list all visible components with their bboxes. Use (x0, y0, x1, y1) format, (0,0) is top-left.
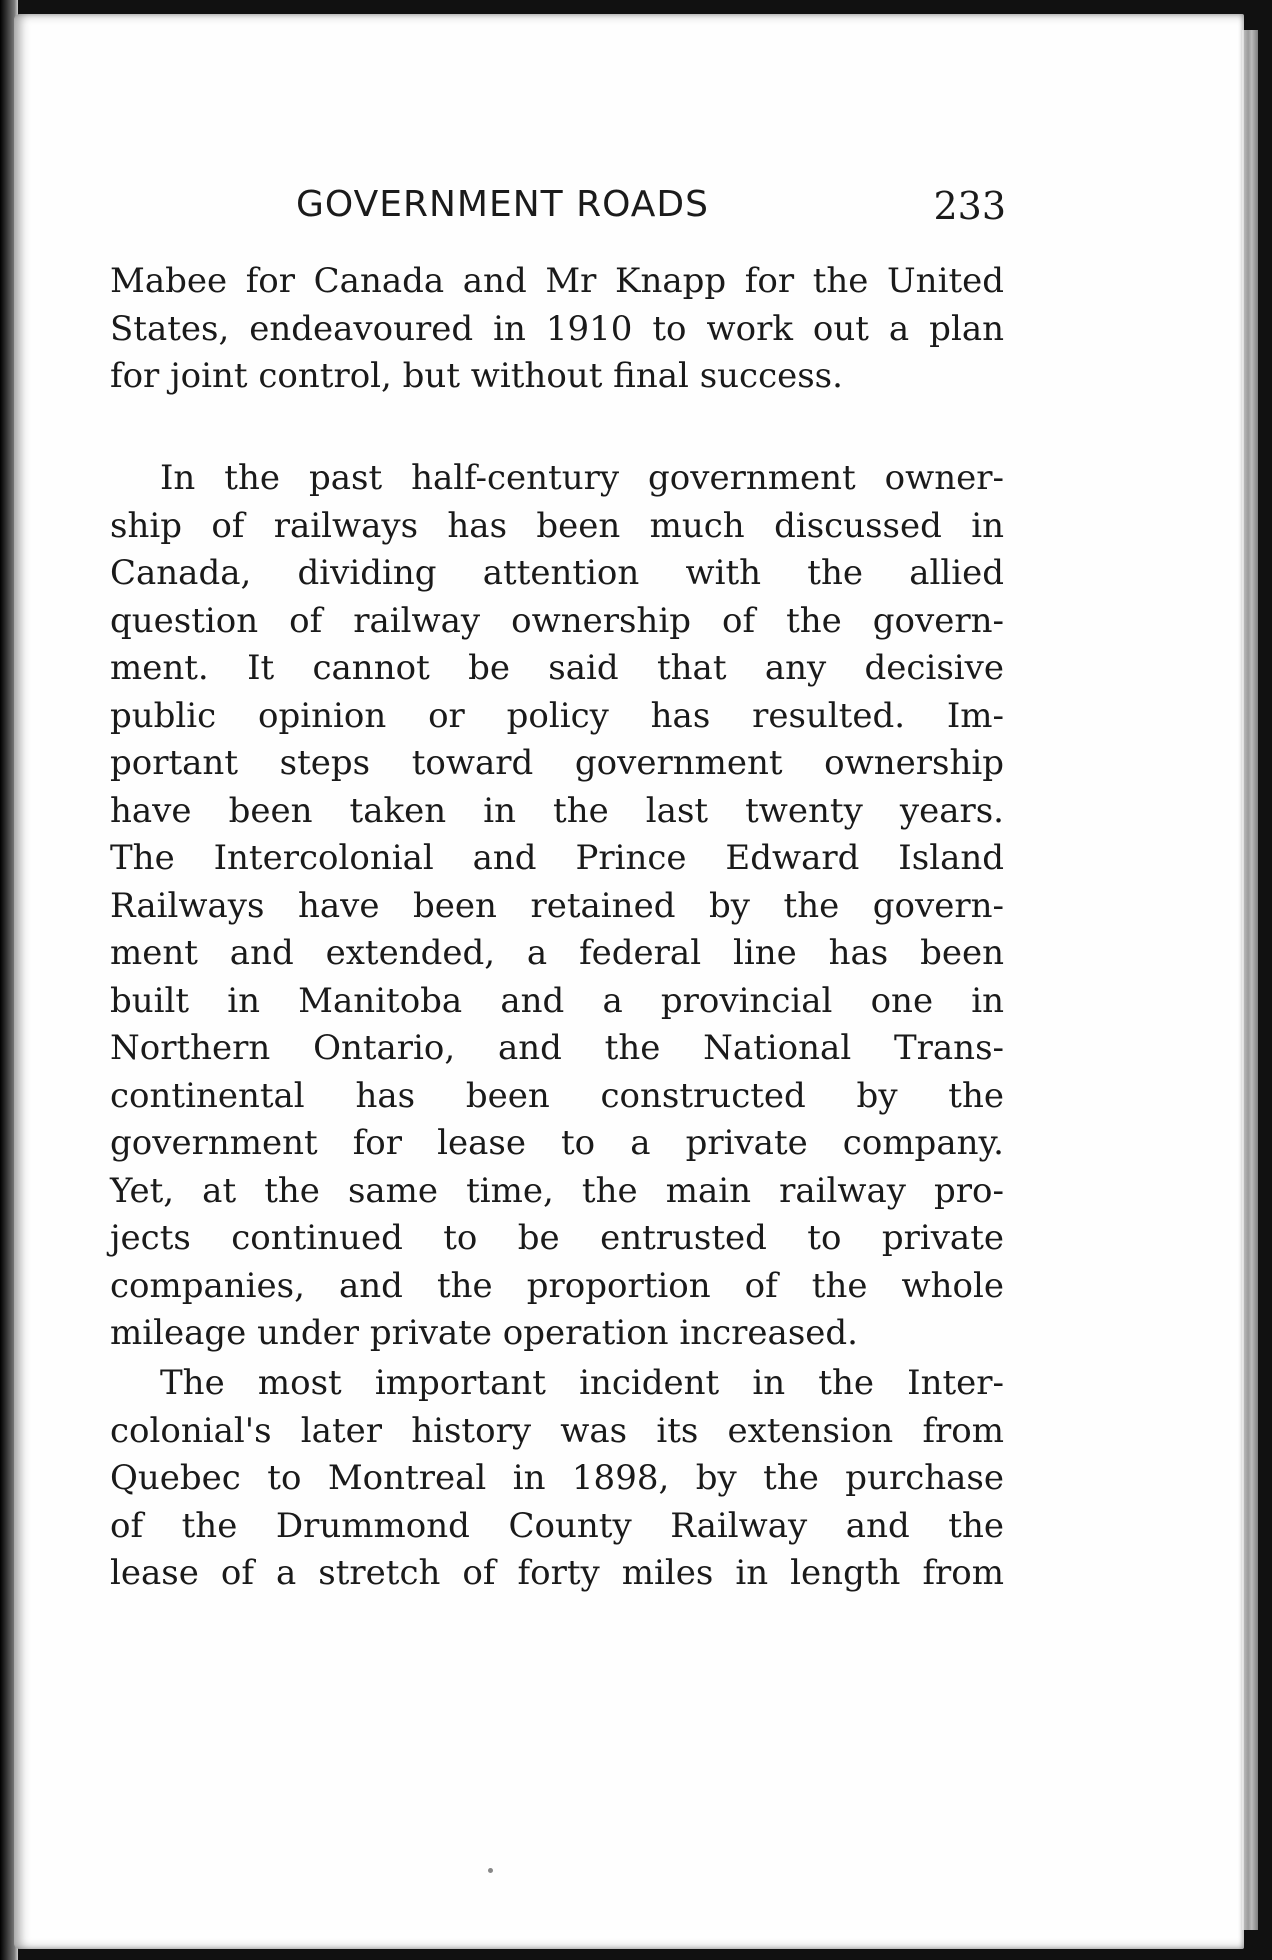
running-title: GOVERNMENT ROADS (296, 184, 710, 225)
text-line: Northern Ontario, and the National Trans- (110, 1028, 1004, 1068)
text-line: ship of railways has been much discussed in (110, 505, 1004, 546)
running-head (110, 184, 1006, 244)
text-line: colonial's later history was its extension from (110, 1410, 1004, 1451)
text-line: government for lease to a private company. (110, 1123, 1004, 1163)
text-line: mileage under private operation increased. (110, 1313, 858, 1353)
text-line: Quebec to Montreal in 1898, by the purchase (110, 1458, 1004, 1498)
text-line: ment and extended, a federal line has been (110, 933, 1004, 973)
text-line: lease of a stretch of forty miles in length from (110, 1553, 1004, 1593)
paragraph-2 (110, 455, 1004, 1358)
text-line: public opinion or policy has resulted. Im- (110, 695, 1004, 736)
page-edge-stack (1242, 30, 1258, 1930)
text-line: have been taken in the last twenty years. (110, 790, 1004, 831)
text-line: for joint control, but without final success. (110, 356, 843, 396)
text-line: The Intercolonial and Prince Edward Island (110, 838, 1004, 878)
scan-speck (488, 1868, 493, 1873)
text-line: ment. It cannot be said that any decisive (110, 648, 1004, 688)
book-page (14, 14, 1244, 1949)
text-line: continental has been constructed by the (110, 1075, 1004, 1116)
page-number: 233 (933, 184, 1006, 228)
text-line: States, endeavoured in 1910 to work out a plan (110, 308, 1004, 349)
text-line: jects continued to be entrusted to private (110, 1218, 1004, 1258)
text-line: built in Manitoba and a provincial one in (110, 980, 1004, 1021)
text-line: Canada, dividing attention with the allied (110, 553, 1004, 593)
text-line: portant steps toward government ownership (110, 743, 1004, 783)
text-line: of the Drummond County Railway and the (110, 1505, 1004, 1546)
text-line: Mabee for Canada and Mr Knapp for the United (110, 261, 1004, 301)
text-line: Railways have been retained by the govern- (110, 885, 1004, 926)
paragraph-3 (110, 1360, 1004, 1598)
paragraph-1 (110, 258, 1004, 401)
text-line: Yet, at the same time, the main railway pro- (110, 1170, 1004, 1211)
text-line: question of railway ownership of the govern- (110, 600, 1004, 641)
text-line: companies, and the proportion of the whole (110, 1265, 1004, 1306)
text-line: In the past half-century government owner- (160, 458, 1004, 498)
text-line: The most important incident in the Inter- (160, 1363, 1004, 1403)
